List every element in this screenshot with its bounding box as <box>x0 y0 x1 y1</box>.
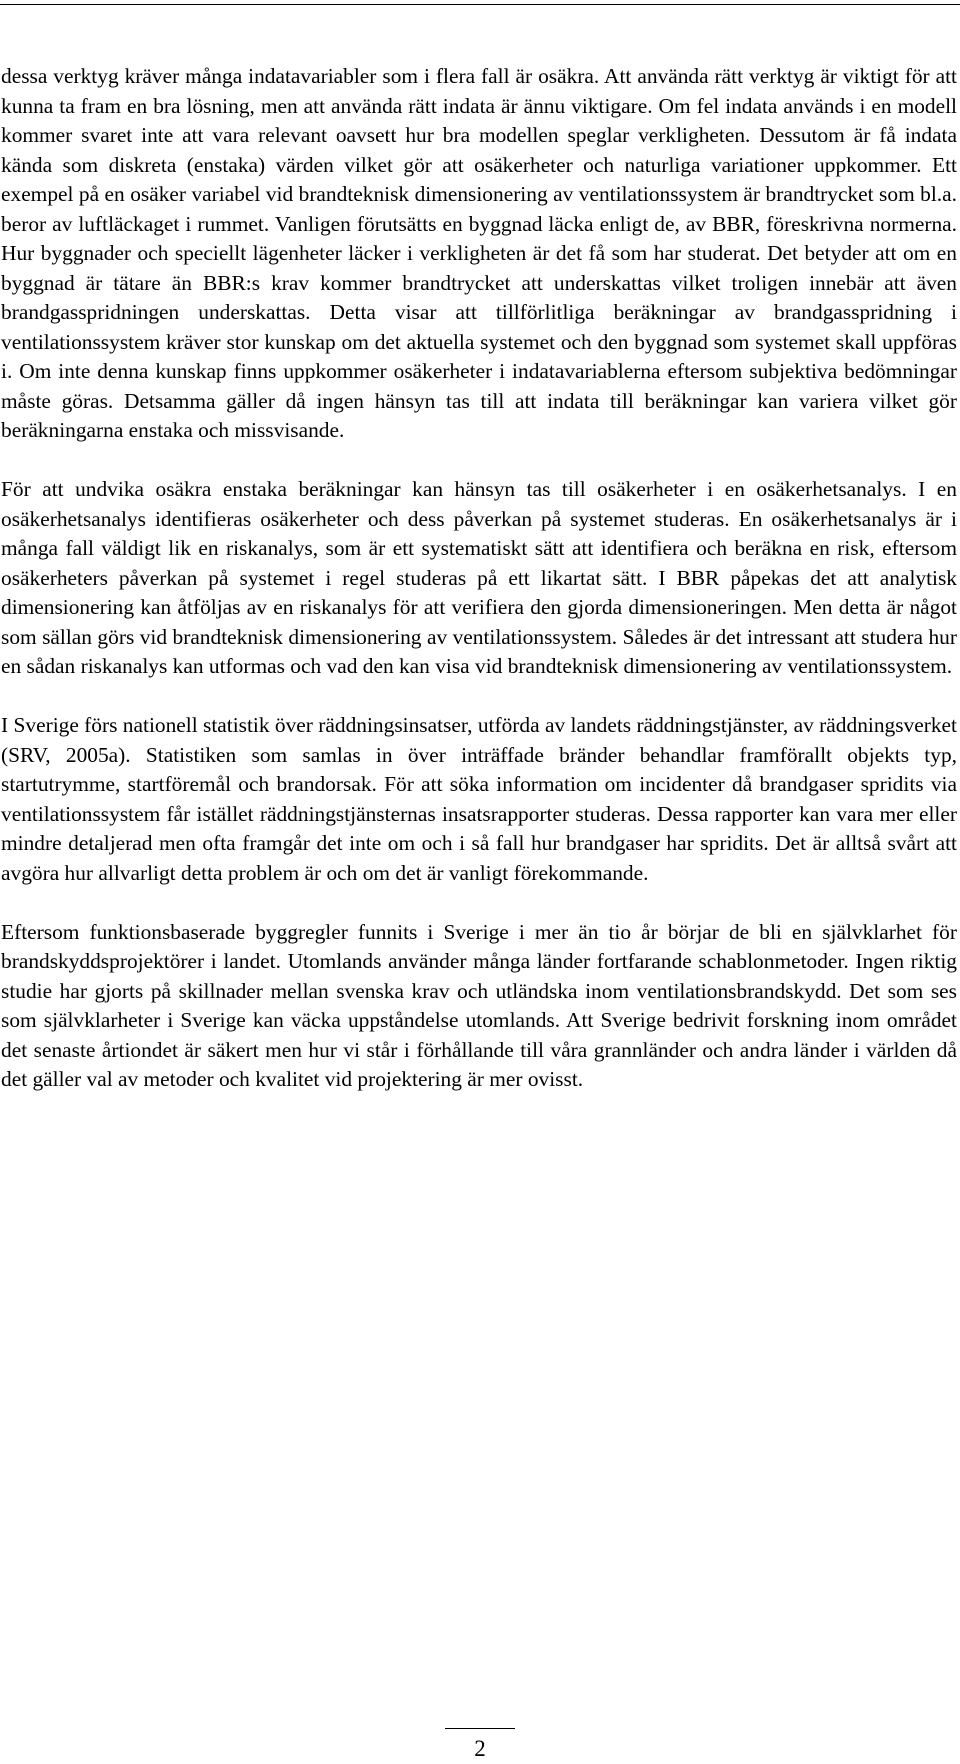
paragraph-3: I Sverige förs nationell statistik över räddningsinsatser, utförda av landets räddningstjänster, av räddningsverket (SRV, 2005a). Statistiken som samlas in över inträffade bränder behandlar framförallt objekts typ, startutrymme, startföremål och brandorsak. För att söka information om incidenter då brandgaser spridits via ventilationssystem får istället räddningstjänsternas insatsrapporter studeras. Dessa rapporter kan vara mer eller mindre detaljerad men ofta framgår det inte om och i så fall hur brandgaser har spridits. Det är alltså svårt att avgöra hur allvarligt detta problem är och om det är vanligt förekommande. <box>1 713 957 885</box>
page-number: 2 <box>474 1736 486 1761</box>
footer-rule <box>445 1728 515 1729</box>
header-rule <box>0 4 960 5</box>
paragraph-1: dessa verktyg kräver många indatavariabler som i flera fall är osäkra. Att använda rätt verktyg är viktigt för att kunna ta fram en bra lösning, men att använda rätt indata är ännu viktigare. Om fel indata används i en modell kommer svaret inte att vara relevant oavsett hur bra modellen speglar verkligheten. Dessutom är få indata kända som diskreta (enstaka) värden vilket gör att osäkerheter och naturliga variationer uppkommer. Ett exempel på en osäker variabel vid brandteknisk dimensionering av ventilationssystem är brandtrycket som bl.a. beror av luftläckaget i rummet. Vanligen förutsätts en byggnad läcka enligt de, av BBR, föreskrivna normerna. Hur byggnader och speciellt lägenheter läcker i verkligheten är det få som har studerat. Det betyder att om en byggnad är tätare än BBR:s krav kommer brandtrycket att underskattas vilket troligen innebär att även brandgasspridningen underskattas. Detta visar att tillförlitliga beräkningar av brandgasspridning i ventilationssystem kräver stor kunskap om det aktuella systemet och den byggnad som systemet skall uppföras i. Om inte denna kunskap finns uppkommer osäkerheter i indatavariablerna eftersom subjektiva bedömningar måste göras. Detsamma gäller då ingen hänsyn tas till att indata till beräkningar kan variera vilket gör beräkningarna enstaka och missvisande. <box>1 64 957 442</box>
paragraph-2: För att undvika osäkra enstaka beräkningar kan hänsyn tas till osäkerheter i en osäkerhetsanalys. I en osäkerhetsanalys identifieras osäkerheter och dess påverkan på systemet studeras. En osäkerhetsanalys är i många fall väldigt lik en riskanalys, som är ett systematiskt sätt att identifiera och beräkna en risk, eftersom osäkerheters påverkan på systemet i regel studeras på ett likartat sätt. I BBR påpekas det att analytisk dimensionering kan åtföljas av en riskanalys för att verifiera den gjorda dimensioneringen. Men detta är något som sällan görs vid brandteknisk dimensionering av ventilationssystem. Således är det intressant att studera hur en sådan riskanalys kan utformas och vad den kan visa vid brandteknisk dimensionering av ventilationssystem. <box>1 477 957 678</box>
document-body <box>1 62 957 1095</box>
paragraph-4: Eftersom funktionsbaserade byggregler funnits i Sverige i mer än tio år börjar de bli en självklarhet för brandskyddsprojektörer i landet. Utomlands använder många länder fortfarande schablonmetoder. Ingen riktig studie har gjorts på skillnader mellan svenska krav och utländska inom ventilationsbrandskydd. Det som ses som självklarheter i Sverige kan väcka uppståndelse utomlands. Att Sverige bedrivit forskning inom området det senaste årtiondet är säkert men hur vi står i förhållande till våra grannländer och andra länder i världen då det gäller val av metoder och kvalitet vid projektering är mer ovisst. <box>1 919 957 1091</box>
